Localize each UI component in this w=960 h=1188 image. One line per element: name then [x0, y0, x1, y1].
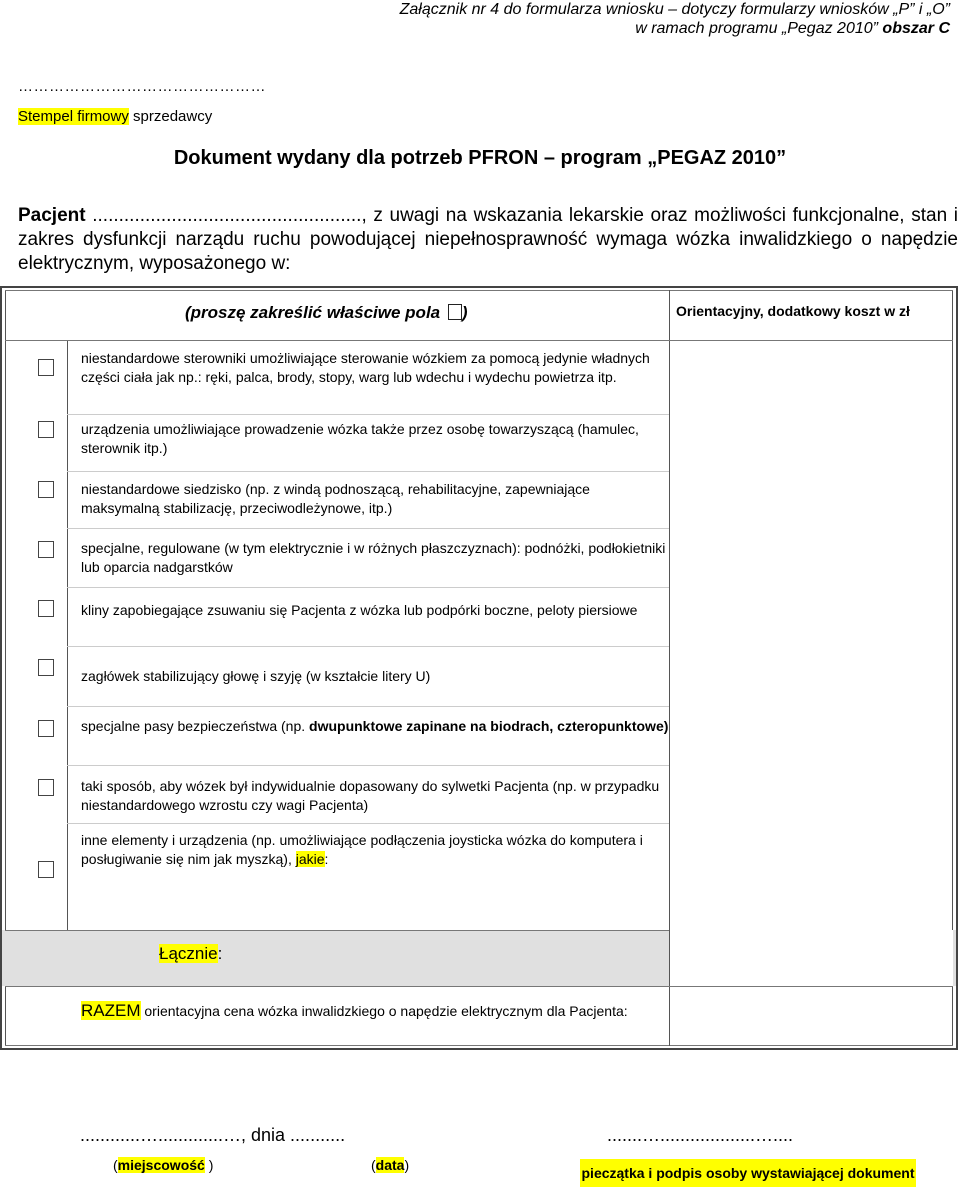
stamp-label-rest: sprzedawcy: [128, 108, 213, 125]
checkbox-headrest[interactable]: [38, 659, 54, 676]
table-header-divider: [5, 340, 953, 341]
place-close: ): [204, 1157, 214, 1173]
table-divider-checkbox: [67, 340, 68, 930]
date-close: ): [404, 1157, 410, 1173]
row-item-label: niestandardowe siedzisko (np. z windą podnoszącą, rehabilitacyjne, zapewniające maksymalną stabilizację, przeciwodleżynowe, itp.): [81, 481, 590, 516]
row-item-suffix: :: [324, 851, 329, 867]
row-divider: [67, 528, 669, 529]
place-date-dots: ............….............…, dnia ...........: [80, 1125, 346, 1145]
row-item-label: kliny zapobiegające zsuwaniu się Pacjenta z wózka lub podpórki boczne, peloty piersiowe: [81, 602, 638, 618]
place-caption: [113, 1157, 213, 1173]
intro-text: ..................................................., z uwagi na wskazania lekarskie oraz możliwości funkcjonalne, stan i zakres dysfunkcji narządu ruchu powodującej niepełnosprawność wymaga wózka inwalidzkiego o napędzie elektrycznym, wyposażonego w:: [18, 205, 958, 274]
row-divider: [67, 646, 669, 647]
row-item-text: inne elementy i urządzenia (np. umożliwiające podłączenia joysticka wózka do komputera i posługiwanie się nim jak myszką),: [81, 832, 643, 867]
col-head-selection-text: (proszę zakreślić właściwe pola: [185, 303, 445, 322]
sum-row-bottom-line: [5, 986, 953, 987]
intro-paragraph: [18, 204, 958, 276]
date-open: (: [371, 1157, 376, 1173]
annex-line-2-text: w ramach programu „Pegaz 2010”: [635, 20, 883, 37]
stamp-label-highlight: Stempel firmowy: [18, 108, 129, 125]
row-item-label: niestandardowe sterowniki umożliwiające sterowanie wózkiem za pomocą jedynie władnych części ciała jak np.: ręki, palca, brody, stopy, warg lub wdechu i wydechu powietrza itp.: [81, 350, 650, 385]
row-item-label: [81, 831, 671, 869]
row-item-text: specjalne pasy bezpieczeństwa (np.: [81, 718, 310, 734]
sum-label-highlight: Łącznie: [159, 944, 218, 963]
row-divider: [67, 706, 669, 707]
row-item-bold: dwupunktowe zapinane na biodrach, czteropunktowe): [309, 718, 669, 734]
sum-cost-cell[interactable]: [669, 930, 953, 986]
document-title: Dokument wydany dla potrzeb PFRON – program „PEGAZ 2010”: [173, 147, 787, 169]
sum-label-suffix: :: [217, 944, 223, 963]
col-head-selection: [185, 303, 468, 323]
row-divider: [67, 471, 669, 472]
row-divider: [67, 765, 669, 766]
row-divider: [67, 823, 669, 824]
row-item-label: zagłówek stabilizujący głowę i szyję (w kształcie litery U): [81, 668, 431, 684]
checkbox-adjustable-supports[interactable]: [38, 541, 54, 558]
table-inner-border-bottom: [5, 1045, 953, 1046]
date-caption: [371, 1157, 409, 1173]
row-item-label: urządzenia umożliwiające prowadzenie wózka także przez osobę towarzyszącą (hamulec, sterownik itp.): [81, 421, 639, 456]
row-item-label: taki sposób, aby wózek był indywidualnie dopasowany do sylwetki Pacjenta (np. w przypadku niestandardowego wzrostu czy wagi Pacjenta): [81, 778, 660, 813]
col-head-selection-close: ): [461, 303, 468, 322]
row-item-label: specjalne, regulowane (w tym elektrycznie i w różnych płaszczyznach): podnóżki, podłokietniki lub oparcia nadgarstków: [81, 540, 666, 575]
stamp-dots: …………………………………………: [18, 78, 266, 95]
checkbox-custom-seat[interactable]: [38, 481, 54, 498]
col-head-cost: Orientacyjny, dodatkowy koszt w zł: [676, 303, 910, 319]
place-open: (: [113, 1157, 118, 1173]
stamp-signature-label: pieczątka i podpis osoby wystawiającej dokument: [580, 1159, 916, 1187]
signature-dots: .......…...................…....: [607, 1125, 794, 1145]
stamp-label: [18, 108, 212, 125]
checkbox-custom-controllers[interactable]: [38, 359, 54, 376]
checkbox-wedges-pelots[interactable]: [38, 600, 54, 617]
total-label: [81, 1001, 628, 1021]
sum-label: [159, 944, 222, 964]
table-inner-border-top: [5, 290, 953, 291]
checkbox-glyph-icon: [448, 304, 462, 320]
checkbox-individual-fit[interactable]: [38, 779, 54, 796]
date-label: data: [375, 1157, 405, 1173]
total-word: RAZEM: [81, 1001, 141, 1020]
annex-area: obszar C: [882, 20, 950, 37]
checkbox-attendant-control[interactable]: [38, 421, 54, 438]
row-item-highlight: jakie: [295, 851, 325, 867]
patient-label: Pacjent: [18, 205, 86, 226]
total-rest: orientacyjna cena wózka inwalidzkiego o napędzie elektrycznym dla Pacjenta:: [140, 1003, 628, 1019]
checkbox-other-elements[interactable]: [38, 861, 54, 878]
place-label: miejscowość: [117, 1157, 205, 1173]
checkbox-safety-belts[interactable]: [38, 720, 54, 737]
row-divider: [67, 414, 669, 415]
annex-line-2: [400, 19, 950, 38]
row-divider: [67, 587, 669, 588]
row-item-label: [81, 717, 671, 736]
annex-header: [400, 0, 950, 38]
annex-line-1: Załącznik nr 4 do formularza wniosku – dotyczy formularzy wniosków „P” i „O”: [399, 1, 950, 18]
